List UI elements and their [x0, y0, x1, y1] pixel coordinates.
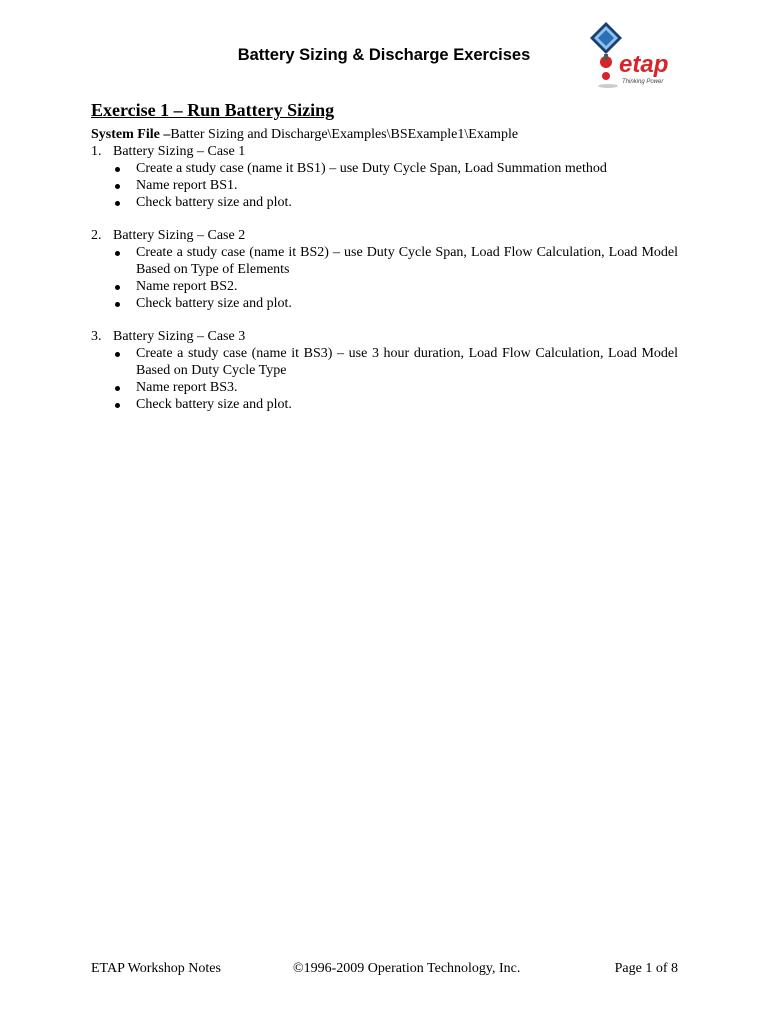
logo-wordmark: etap	[619, 51, 669, 78]
case-number: 1.	[91, 144, 102, 159]
bullet-icon	[115, 167, 120, 172]
step-text: Check battery size and plot.	[136, 195, 292, 210]
footer-left: ETAP Workshop Notes	[91, 961, 221, 976]
system-file-label: System File –	[91, 127, 171, 142]
step-text: Check battery size and plot.	[136, 397, 292, 412]
case-title: Battery Sizing – Case 3	[113, 329, 246, 344]
page-number: Page 1 of 8	[614, 961, 678, 976]
system-file-path: Batter Sizing and Discharge\Examples\BSExample1\Example	[170, 127, 519, 142]
bullet-icon	[115, 251, 120, 256]
case-steps	[91, 244, 678, 312]
case-item	[91, 227, 678, 312]
list-item	[91, 295, 678, 312]
bullet-icon	[115, 386, 120, 391]
step-text: Create a study case (name it BS1) – use Duty Cycle Span, Load Summation method	[136, 161, 607, 176]
case-steps	[91, 345, 678, 413]
bullet-icon	[115, 184, 120, 189]
step-text: Create a study case (name it BS2) – use Duty Cycle Span, Load Flow Calculation, Load Model Based on Type of Elements	[136, 245, 678, 277]
bullet-icon	[115, 352, 120, 357]
logo-diamond-icon	[590, 22, 622, 54]
footer-copyright: ©1996-2009 Operation Technology, Inc.	[293, 961, 521, 976]
case-title: Battery Sizing – Case 1	[113, 144, 246, 159]
step-text: Name report BS3.	[136, 380, 238, 395]
list-item	[91, 160, 678, 177]
exercise-title: Exercise 1 – Run Battery Sizing	[91, 100, 335, 120]
bullet-icon	[115, 403, 120, 408]
list-item	[91, 244, 678, 278]
exercise-section	[91, 99, 678, 429]
list-item	[91, 396, 678, 413]
bullet-icon	[115, 201, 120, 206]
case-item	[91, 143, 678, 211]
case-list	[91, 143, 678, 413]
bullet-icon	[115, 285, 120, 290]
case-item	[91, 328, 678, 413]
bullet-icon	[115, 302, 120, 307]
case-steps	[91, 160, 678, 211]
list-item	[91, 177, 678, 194]
case-number: 3.	[91, 329, 102, 344]
list-item	[91, 278, 678, 295]
step-text: Check battery size and plot.	[136, 296, 292, 311]
list-item	[91, 194, 678, 211]
system-file-line	[91, 126, 678, 143]
list-item	[91, 345, 678, 379]
step-text: Create a study case (name it BS3) – use 3 hour duration, Load Flow Calculation, Load Model Based on Duty Cycle Type	[136, 346, 678, 378]
case-number: 2.	[91, 228, 102, 243]
step-text: Name report BS2.	[136, 279, 238, 294]
page-title: Battery Sizing & Discharge Exercises	[237, 46, 531, 64]
case-title: Battery Sizing – Case 2	[113, 228, 246, 243]
list-item	[91, 379, 678, 396]
step-text: Name report BS1.	[136, 178, 238, 193]
logo-tagline: Thinking Power	[622, 79, 664, 85]
etap-logo	[586, 20, 686, 92]
